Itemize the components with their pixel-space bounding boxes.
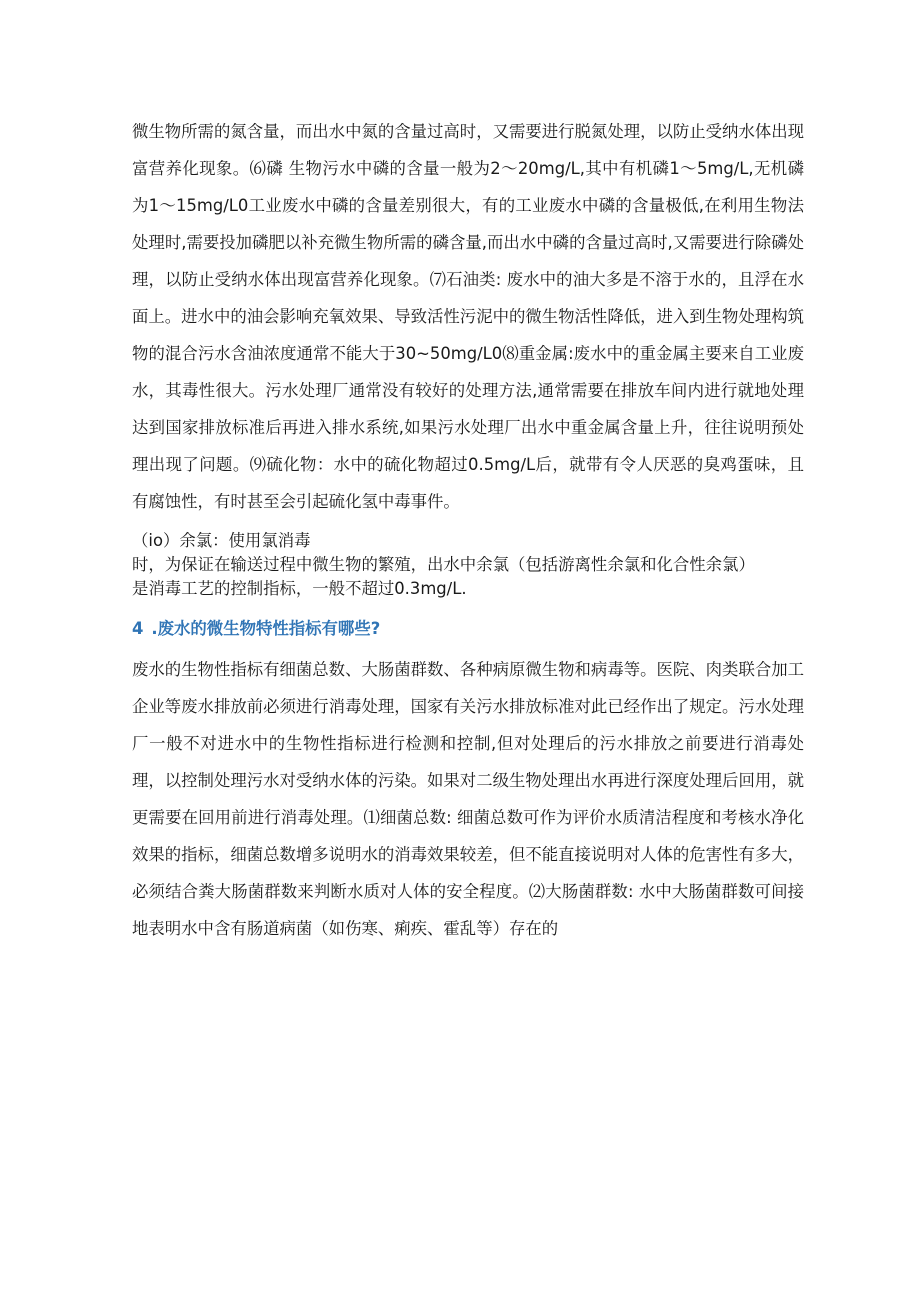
residual-chlorine-paragraph	[132, 529, 804, 601]
residual-chlorine-line-2: 时，为保证在输送过程中微生物的繁殖，出水中余氯（包括游离性余氯和化合性余氯）	[132, 555, 755, 574]
residual-chlorine-line-3: 是消毒工艺的控制指标，一般不超过0.3mg∕L.	[132, 579, 467, 598]
residual-chlorine-line-1: （io）余氯：使用氯消毒	[132, 531, 311, 550]
section-heading-microbial-indicators	[132, 615, 804, 643]
section-title: .废水的微生物特性指标有哪些?	[151, 619, 381, 638]
document-page	[132, 113, 804, 947]
body-paragraph-biological-indicators: 废水的生物性指标有细菌总数、大肠菌群数、各种病原微生物和病毒等。医院、肉类联合加工企业等废水排放前必须进行消毒处理，国家有关污水排放标准对此已经作出了规定。污水处理厂一般不对进水中的生物性指标进行检测和控制,但对处理后的污水排放之前要进行消毒处理，以控制处理污水对受纳水体的污染。如果对二级生物处理出水再进行深度处理后回用，就更需要在回用前进行消毒处理。⑴细菌总数: 细菌总数可作为评价水质清洁程度和考核水净化效果的指标，细菌总数增多说明水的消毒效果较差，但不能直接说明对人体的危害性有多大，必须结合粪大肠菌群数来判断水质对人体的安全程度。⑵大肠菌群数: 水中大肠菌群数可间接地表明水中含有肠道病菌（如伤寒、痢疾、霍乱等）存在的	[132, 660, 805, 938]
body-paragraph-nutrients-oil-metals: 微生物所需的氮含量，而出水中氮的含量过高时，又需要进行脱氮处理，以防止受纳水体出现富营养化现象。⑹磷 生物污水中磷的含量一般为2～20mg∕L,其中有机磷1～5mg∕L,无机磷为1～15mg∕L0工业废水中磷的含量差别很大，有的工业废水中磷的含量极低,在利用生物法处理时,需要投加磷肥以补充微生物所需的磷含量,而出水中磷的含量过高时,又需要进行除磷处理，以防止受纳水体出现富营养化现象。⑺石油类: 废水中的油大多是不溶于水的，且浮在水面上。进水中的油会影响充氧效果、导致活性污泥中的微生物活性降低，进入到生物处理构筑物的混合污水含油浓度通常不能大于30~50mg∕L0⑻重金属:废水中的重金属主要来自工业废水，其毒性很大。污水处理厂通常没有较好的处理方法,通常需要在排放车间内进行就地处理达到国家排放标准后再进入排水系统,如果污水处理厂出水中重金属含量上升，往往说明预处理出现了问题。⑼硫化物：水中的硫化物超过0.5mg∕L后，就带有令人厌恶的臭鸡蛋味，且有腐蚀性，有时甚至会引起硫化氢中毒事件。	[132, 122, 805, 511]
section-number: 4	[132, 619, 144, 638]
